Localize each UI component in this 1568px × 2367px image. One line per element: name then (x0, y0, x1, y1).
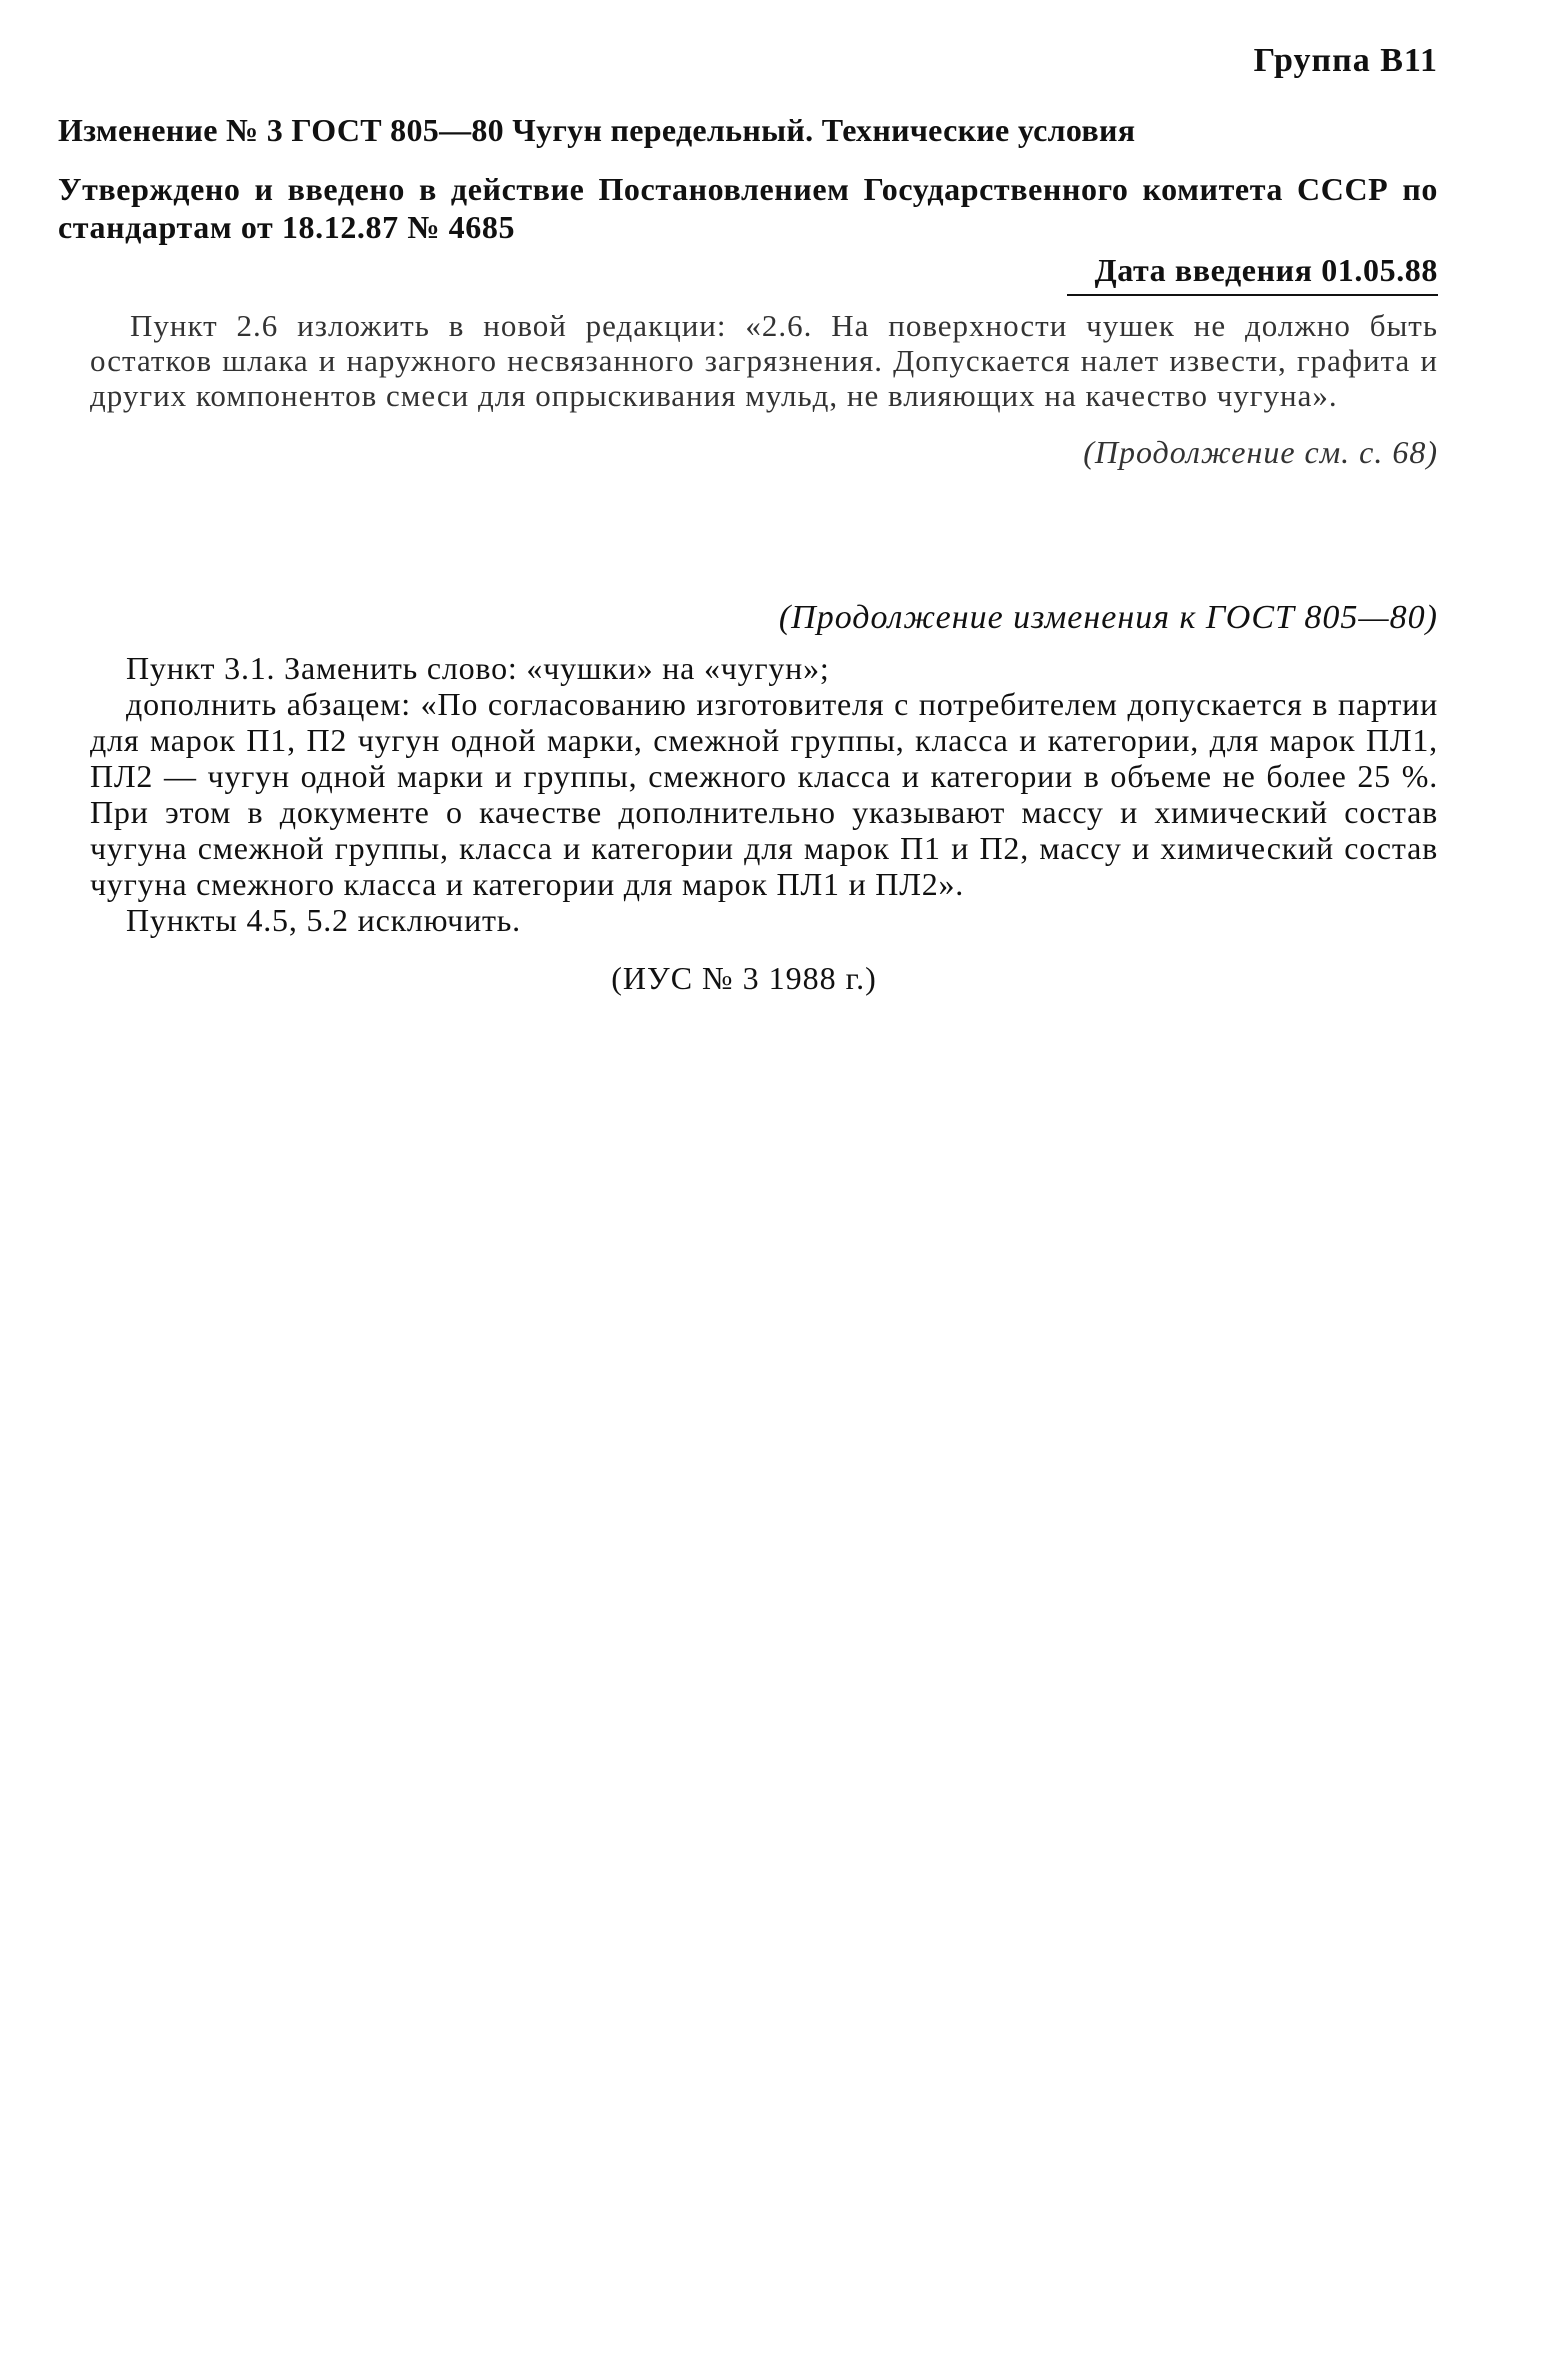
group-label: Группа В11 (1253, 42, 1438, 79)
continuation-header: (Продолжение изменения к ГОСТ 805—80) (778, 599, 1438, 636)
continuation-note: (Продолжение см. с. 68) (1083, 434, 1438, 470)
approval-statement: Утверждено и введено в действие Постановлением Государственного комитета СССР по стандартам от 18.12.87 № 4685 (58, 171, 1438, 245)
section-clause-2-6 (90, 308, 1438, 470)
intro-date: Дата введения 01.05.88 (1067, 250, 1438, 296)
supplement-paragraph: дополнить абзацем: «По согласованию изготовителя с потребителем допускается в партии для марок П1, П2 чугун одной марки, смежной группы, класса и категории, для марок ПЛ1, ПЛ2 — чугун одной марки и группы, смежного класса и категории в объеме не более 25 %. При этом в документе о качестве дополнительно указывают массу и химический состав чугуна смежной группы, класса и категории для марок П1 и П2, массу и химический состав чугуна смежного класса и категории для марок ПЛ1 и ПЛ2». (90, 686, 1438, 902)
heading-block (58, 108, 1438, 296)
source-reference: (ИУС № 3 1988 г.) (611, 960, 877, 996)
section-continuation (90, 600, 1438, 996)
intro-date-line (58, 250, 1438, 296)
clause-3-1-paragraph: Пункт 3.1. Заменить слово: «чушки» на «чугун»; (126, 650, 830, 686)
exclusion-paragraph: Пункты 4.5, 5.2 исключить. (126, 902, 521, 938)
change-title: Изменение № 3 ГОСТ 805—80 Чугун передельный. Технические условия (58, 112, 1136, 148)
clause-2-6-paragraph: Пункт 2.6 изложить в новой редакции: «2.6. На поверхности чушек не должно быть остатков шлака и наружного несвязанного загрязнения. Допускается налет извести, графита и других компонентов смеси для опрыскивания мульд, не влияющих на качество чугуна». (90, 308, 1438, 413)
